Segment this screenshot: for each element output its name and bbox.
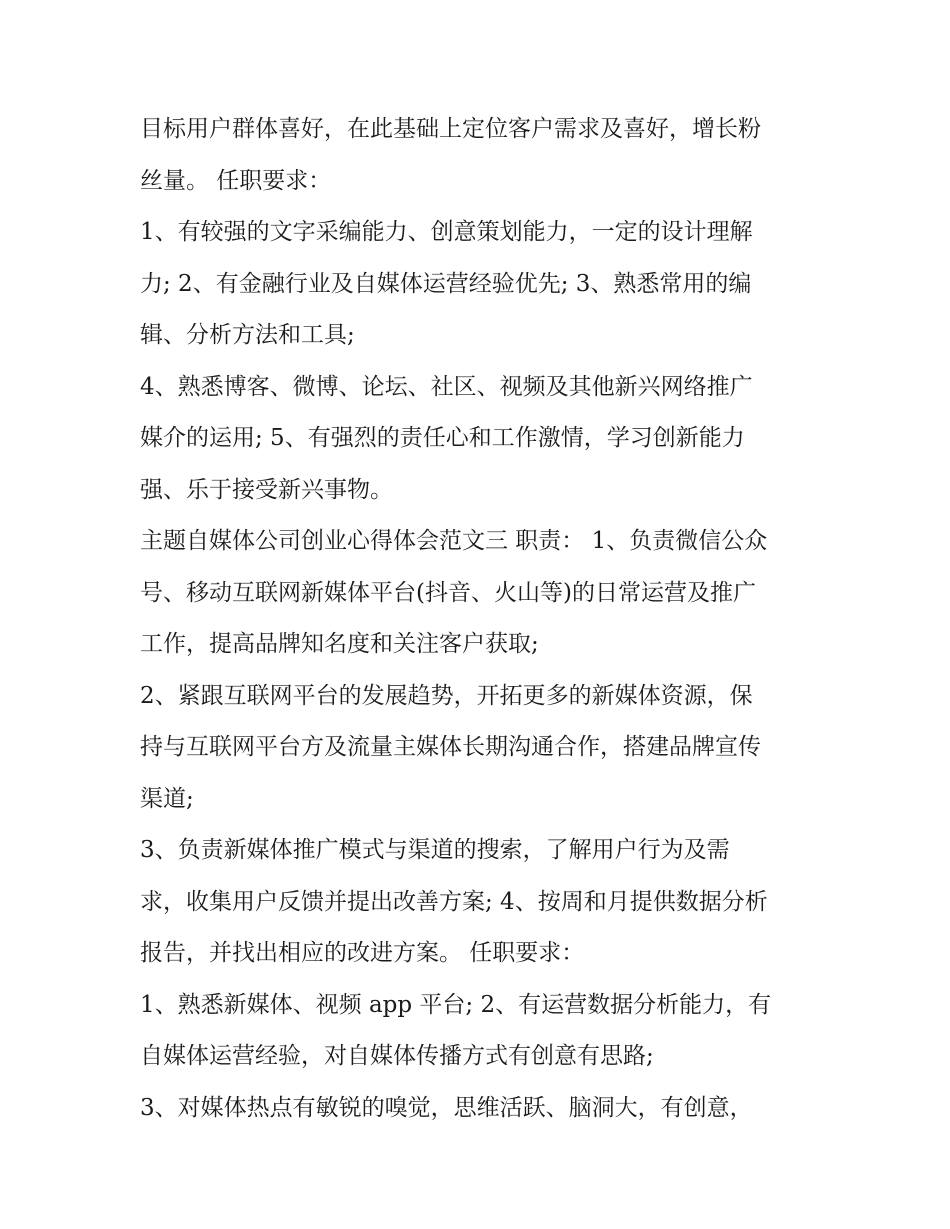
text-line: 1、熟悉新媒体、视频 app 平台; 2、有运营数据分析能力，有 [140, 991, 772, 1018]
text-line: 强、乐于接受新兴事物。 [140, 476, 393, 503]
section-heading-line: 主题自媒体公司创业心得体会范文三 职责： 1、负责微信公众 [140, 528, 768, 554]
text-line: 丝量。 任职要求： [140, 167, 332, 194]
text-line: 3、负责新媒体推广模式与渠道的搜索，了解用户行为及需 [140, 837, 730, 863]
text-line: 3、对媒体热点有敏锐的嗅觉，思维活跃、脑洞大，有创意， [140, 1094, 753, 1121]
text-line: 求，收集用户反馈并提出改善方案; 4、按周和月提供数据分析 [140, 888, 768, 915]
text-line: 渠道; [140, 785, 194, 812]
text-line: 辑、分析方法和工具; [140, 322, 355, 348]
text-line: 4、熟悉博客、微博、论坛、社区、视频及其他新兴网络推广 [140, 373, 753, 400]
text-line: 持与互联网平台方及流量主媒体长期沟通合作，搭建品牌宣传 [140, 734, 761, 760]
text-line: 2、紧跟互联网平台的发展趋势，开拓更多的新媒体资源，保 [140, 682, 753, 709]
text-line: 自媒体运营经验，对自媒体传播方式有创意有思路; [140, 1043, 654, 1069]
text-line: 力; 2、有金融行业及自媒体运营经验优先; 3、熟悉常用的编 [140, 270, 752, 297]
text-line: 报告，并找出相应的改进方案。 任职要求： [140, 940, 585, 966]
document-body [140, 104, 820, 1134]
text-line: 1、有较强的文字采编能力、创意策划能力，一定的设计理解 [140, 219, 753, 245]
text-line: 目标用户群体喜好，在此基础上定位客户需求及喜好，增长粉 [140, 116, 761, 142]
text-line: 工作，提高品牌知名度和关注客户获取; [140, 631, 539, 657]
text-line: 媒介的运用; 5、有强烈的责任心和工作激情，学习创新能力 [140, 425, 745, 451]
text-line: 号、移动互联网新媒体平台(抖音、火山等)的日常运营及推广 [140, 579, 756, 606]
